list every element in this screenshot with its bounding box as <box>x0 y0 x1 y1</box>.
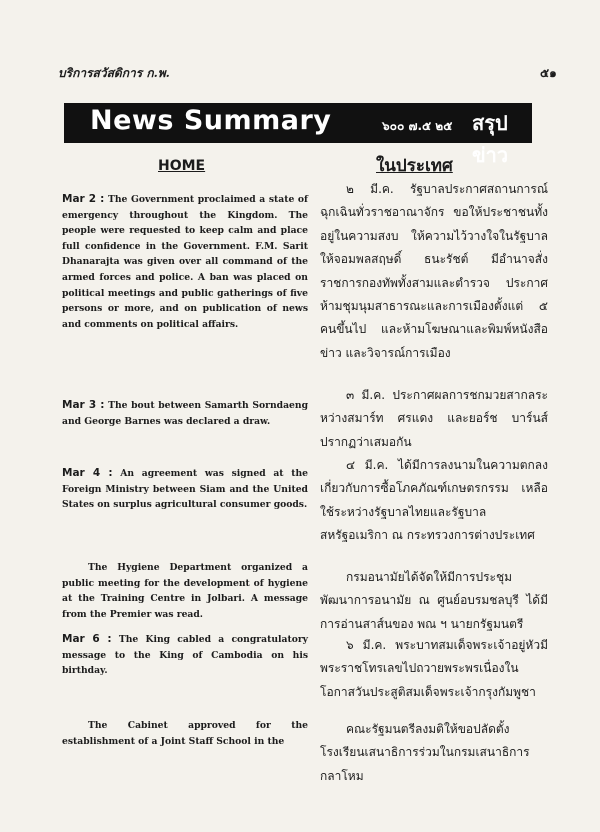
home-item <box>62 560 308 622</box>
thai-paragraph: คณะรัฐมนตรีลงมติให้ขอปลัดตั้งโรงเรียนเสนาธิการร่วมในกรมเสนาธิการกลาโหม <box>320 722 530 783</box>
item-text: An agreement was signed at the Foreign Ministry between Siam and the United States on surplus agricultural consumer goods. <box>62 468 308 511</box>
page-number: ๕๑ <box>540 66 557 80</box>
header-publication: บริการสวัสดิการ ก.พ. <box>58 66 170 80</box>
banner-date: ๖๐๐ ๗.๕ ๒๕ <box>382 119 453 133</box>
home-item <box>62 398 308 429</box>
home-section-title: HOME <box>158 158 206 174</box>
thai-section-title: ในประเทศ <box>376 156 453 176</box>
item-text: The bout between Samarth Sorndaeng and George Barnes was declared a draw. <box>62 400 309 427</box>
home-item <box>62 632 308 679</box>
home-item <box>62 192 308 332</box>
item-date: Mar 4 : <box>62 467 113 479</box>
thai-paragraph: ๖ มี.ค. พระบาทสมเด็จพระเจ้าอยู่หัวมีพระราชโทรเลขไปถวายพระพรเนื่องในโอกาสวันประสูติสมเด็จพระเจ้ากรุงกัมพูชา <box>320 638 548 699</box>
home-item <box>62 718 308 749</box>
item-date: Mar 6 : <box>62 633 112 645</box>
thai-paragraph: กรมอนามัยได้จัดให้มีการประชุมพัฒนาการอนามัย ณ ศูนย์อบรมชลบุรี ได้มีการอ่านสาส์นของ พณ ฯ นายกรัฐมนตรี <box>320 570 548 631</box>
home-item <box>62 466 308 513</box>
item-text: The Hygiene Department organized a public meeting for the development of hygiene at the Training Centre in Jolbari. A message from the Premier was read. <box>62 562 308 620</box>
thai-paragraph: ๔ มี.ค. ได้มีการลงนามในความตกลงเกี่ยวกับการซื้อโภคภัณฑ์เกษตรกรรม เหลือใช้ระหว่างรัฐบาลไทยและรัฐบาลสหรัฐอเมริกา ณ กระทรวงการต่างประเทศ <box>320 458 548 543</box>
thai-paragraph: ๒ มี.ค. รัฐบาลประกาศสถานการณ์ฉุกเฉินทั่วราชอาณาจักร ขอให้ประชาชนทั้งอยู่ในความสงบ ให้ความไว้วางใจในรัฐบาล ให้จอมพลสฤษดิ์ ธนะรัชต์ มีอำนาจสั่งราชการกองทัพทั้งสามและตำรวจ ประกาศห้ามชุมนุมสาธารณะและการเมืองตั้งแต่ ๕ คนขึ้นไป และห้ามโฆษณาและพิมพ์หนังสือ ข่าว และวิจารณ์การเมือง <box>320 182 548 360</box>
banner-title: News Summary <box>90 105 332 136</box>
item-text: The Government proclaimed a state of emergency throughout the Kingdom. The people were requested to keep calm and place full confidence in the Government. F.M. Sarit Dhanarajta was given over all command of the armed forces and police. A ban was placed on political meetings and public gatherings of five persons or more, and on publication of news and comments on political affairs. <box>62 194 309 330</box>
thai-paragraph: ๓ มี.ค. ประกาศผลการชกมวยสากลระหว่างสมาร์ท ศรแดง และยอร์ช บาร์นส์ ปรากฏว่าเสมอกัน <box>320 388 548 449</box>
item-text: The King cabled a congratulatory message to the King of Cambodia on his birthday. <box>62 634 309 677</box>
banner-thai-title: สรุปข่าว <box>472 111 509 167</box>
item-text: The Cabinet approved for the establishment of a Joint Staff School in the <box>62 720 308 747</box>
item-date: Mar 2 : <box>62 193 105 205</box>
item-date: Mar 3 : <box>62 399 105 411</box>
